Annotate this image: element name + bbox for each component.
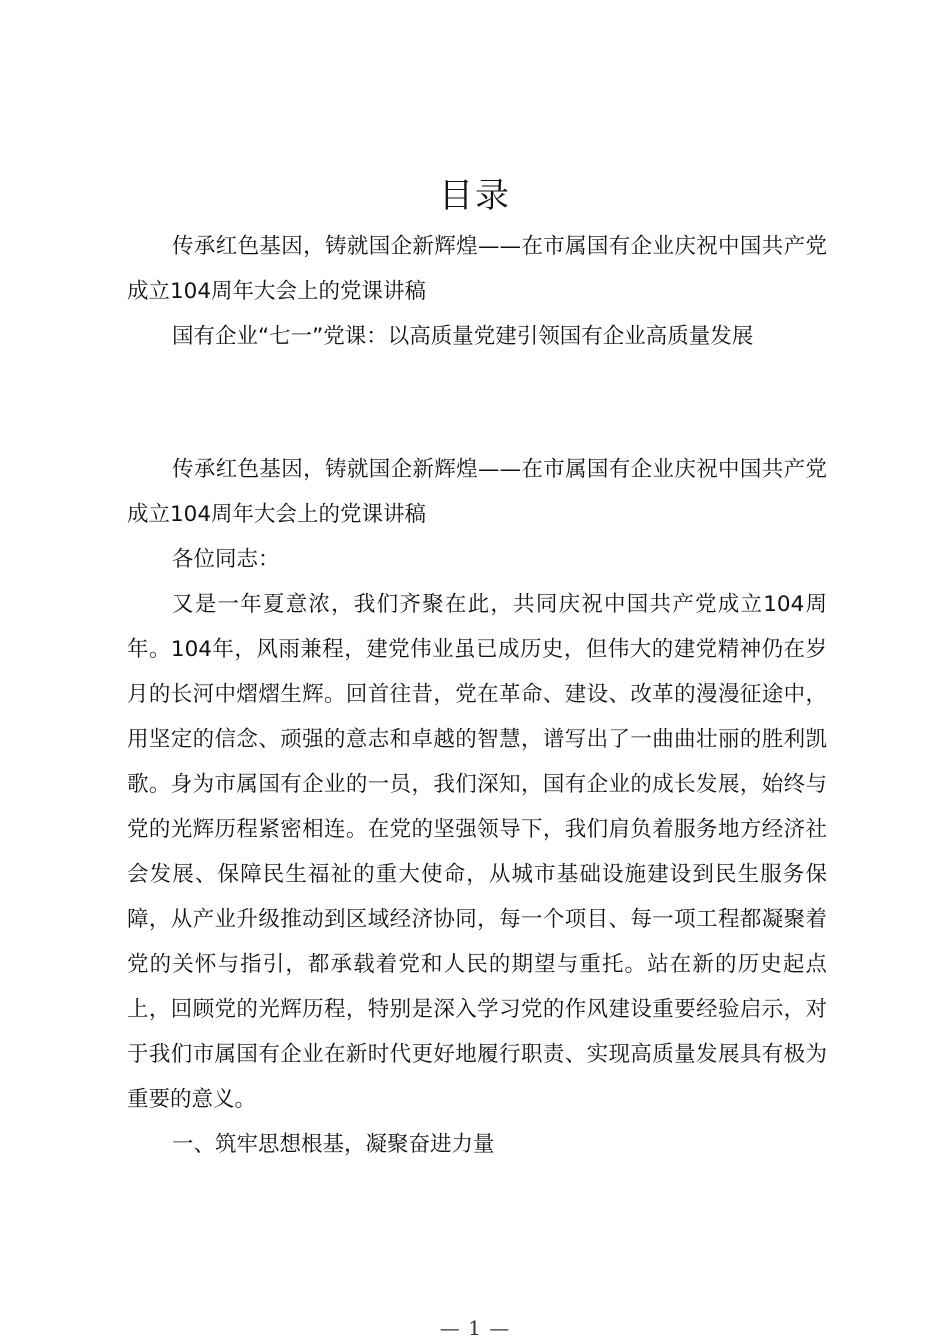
toc-item[interactable]: 传承红色基因，铸就国企新辉煌——在市属国有企业庆祝中国共产党成立104周年大会上的党课讲稿 bbox=[127, 234, 827, 304]
table-of-contents bbox=[127, 224, 827, 359]
page-number: — 1 — bbox=[439, 1316, 511, 1340]
section-heading: 一、筑牢思想根基，凝聚奋进力量 bbox=[172, 1132, 495, 1157]
document-body bbox=[127, 447, 827, 1167]
body-paragraph: 又是一年夏意浓，我们齐聚在此，共同庆祝中国共产党成立104周年。104年，风雨兼程，建党伟业虽已成历史，但伟大的建党精神仍在岁月的长河中熠熠生辉。回首往昔，党在革命、建设、改革的漫漫征途中，用坚定的信念、顽强的意志和卓越的智慧，谱写出了一曲曲壮丽的胜利凯歌。身为市属国有企业的一员，我们深知，国有企业的成长发展，始终与党的光辉历程紧密相连。在党的坚强领导下，我们肩负着服务地方经济社会发展、保障民生福祉的重大使命，从城市基础设施建设到民生服务保障，从产业升级推动到区域经济协同，每一个项目、每一项工程都凝聚着党的关怀与指引，都承载着党和人民的期望与重托。站在新的历史起点上，回顾党的光辉历程，特别是深入学习党的作风建设重要经验启示，对于我们市属国有企业在新时代更好地履行职责、实现高质量发展具有极为重要的意义。 bbox=[127, 592, 827, 1112]
document-title: 传承红色基因，铸就国企新辉煌——在市属国有企业庆祝中国共产党成立104周年大会上的党课讲稿 bbox=[127, 457, 827, 527]
toc-item[interactable]: 国有企业“七一”党课：以高质量党建引领国有企业高质量发展 bbox=[172, 324, 754, 349]
toc-title: 目录 bbox=[439, 176, 511, 216]
salutation: 各位同志： bbox=[172, 547, 280, 572]
